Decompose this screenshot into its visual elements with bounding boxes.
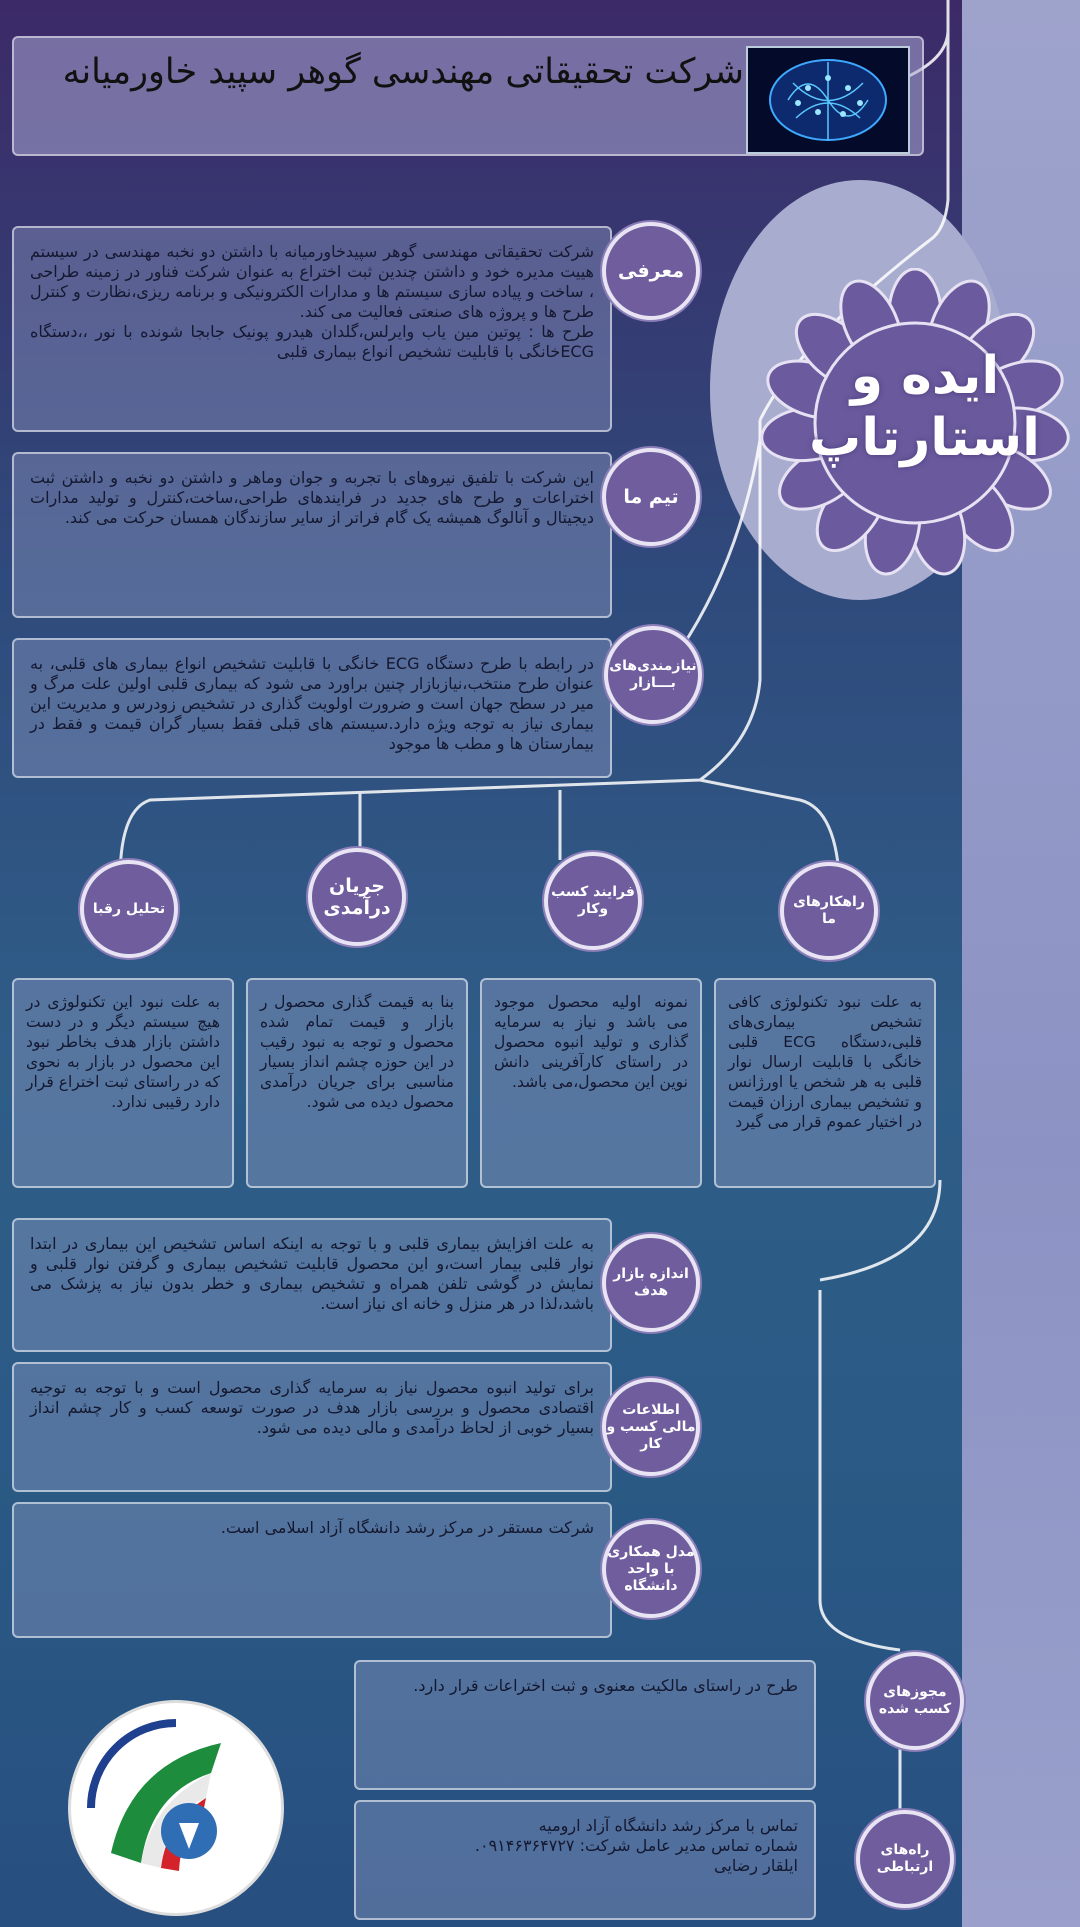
solutions-panel [714, 978, 936, 1188]
team-badge: تیم ما [602, 448, 700, 546]
business-process-badge: فرایند کسب وکار [544, 852, 642, 950]
target-market-badge: اندازه بازار هدف [602, 1234, 700, 1332]
market-needs-panel [12, 638, 612, 778]
university-panel [12, 1502, 612, 1638]
financial-text: برای تولید انبوه محصول نیاز به سرمایه گذاری محصول است و با توجه به توجیه اقتصادی محصول و بررسی بازار هدف در صورت توسعه کسب و کار چشم انداز بسیار خوبی از لحاظ درآمدی و مالی دیده می شود. [30, 1378, 594, 1437]
hero-title [810, 345, 1040, 469]
team-panel [12, 452, 612, 618]
target-market-panel [12, 1218, 612, 1352]
contact-line-1: تماس با مرکز رشد دانشگاه آزاد ارومیه [538, 1816, 798, 1835]
licenses-panel [354, 1660, 816, 1790]
solutions-text: به علت نبود تکنولوژی کافی تشخیص بیماری‌های قلبی،دستگاه ECG قلبی خانگی با قابلیت ارسال نوار قلبی به هر شخص یا اورژانس و تشخیص بیماری ارزان قیمت در اختیار عموم قرار می گیرد [728, 993, 922, 1131]
competitors-text: به علت نبود این تکنولوژی در هیچ سیستم دیگر و در دست داشتن بازار هدف بخاطر نبود این محصول در بازار به نحوی که در راستای ثبت اختراع قرار دارد رقیبی ندارد. [26, 993, 220, 1111]
hero-line-2: استارتاپ [809, 408, 1040, 468]
market-needs-text: در رابطه با طرح دستگاه ECG خانگی با قابلیت تشخیص انواع بیماری های قلبی، به عنوان طرح منتخب،نیازبازار چنین براورد می شود که بیماری قلبی اولین علت مرگ و میر در سطح جهان است و ضرورت اولویت گذاری در تشخیص زودرس و مدیریت این بیماری نیاز به توجه ویژه دارد.سیستم های قبلی فقط بسیار گران قیمت و فقط در بیمارستان ها و مطب ها موجود [30, 654, 594, 753]
page-title: شرکت تحقیقاتی مهندسی گوهر سپید خاورمیانه [62, 52, 744, 92]
intro-projects: طرح ها : پوتین مین یاب وایرلس،گلدان هیدرو پونیک جابجا شونده با نور ،،دستگاه ECGخانگی با قابلیت تشخیص انواع بیماری قلبی [30, 322, 594, 361]
brain-network-icon [746, 46, 910, 154]
solutions-badge: راهکارهای ما [780, 862, 878, 960]
licenses-text: طرح در راستای مالکیت معنوی و ثبت اختراعات قرار دارد. [413, 1676, 798, 1695]
contact-line-3: ایلقار رضایی [714, 1856, 798, 1875]
university-badge: مدل همکاری با واحد دانشگاه [602, 1520, 700, 1618]
header-panel [12, 36, 924, 156]
revenue-panel [246, 978, 468, 1188]
revenue-badge: جریان درآمدی [308, 848, 406, 946]
contact-badge: راه‌های ارتباطی [856, 1810, 954, 1908]
financial-panel [12, 1362, 612, 1492]
contact-panel [354, 1800, 816, 1920]
intro-panel [12, 226, 612, 432]
university-anniversary-logo-icon [68, 1700, 284, 1916]
business-process-text: نمونه اولیه محصول موجود می باشد و نیاز به سرمایه گذاری و تولید انبوه محصول در راستای کارآفرینی دانش نوین این محصول،می باشد. [494, 993, 688, 1091]
university-text: شرکت مستقر در مرکز رشد دانشگاه آزاد اسلامی است. [220, 1518, 594, 1537]
business-process-panel [480, 978, 702, 1188]
competitors-panel [12, 978, 234, 1188]
licenses-badge: مجوزهای کسب شده [866, 1652, 964, 1750]
intro-badge: معرفی [602, 222, 700, 320]
market-needs-badge: نیازمندی‌های بـــازار [604, 626, 702, 724]
financial-badge: اطلاعات مالی کسب و کار [602, 1378, 700, 1476]
revenue-text: بنا به قیمت گذاری محصول ر بازار و قیمت تمام شده محصول و توجه به نبود رقیب در این حوزه چشم انداز بسیار مناسبی برای جریان درآمدی محصول دیده می شود. [260, 993, 454, 1111]
intro-text: شرکت تحقیقاتی مهندسی گوهر سپیدخاورمیانه با داشتن دو نخبه مهندسی در سیستم هییت مدیره خود و داشتن چندین ثبت اختراع به عنوان شرکت فناور در زمینه طراحی ، ساخت و پیاده سازی سیستم ها و مدارات الکترونیکی و برنامه ریزی،نظارت و کنترل طرح ها و پروژه های صنعتی فعالیت می کند. [30, 242, 594, 321]
hero-line-1: ایده و [850, 346, 1000, 406]
contact-line-2: شماره تماس مدیر عامل شرکت: ۰۹۱۴۶۳۶۴۷۲۷. [474, 1836, 798, 1855]
competitors-badge: تحلیل رقبا [80, 860, 178, 958]
team-text: این شرکت با تلفیق نیروهای با تجربه و جوان وماهر و داشتن دو نخبه و داشتن ثبت اختراعات و طرح های جدید در فرایندهای طراحی،ساخت،کنترل و تولید مدارات دیجیتال و آنالوگ همیشه یک گام فراتر از سایر سازندگان همسان حرکت می کند. [30, 468, 594, 527]
target-market-text: به علت افزایش بیماری قلبی و با توجه به اینکه اساس تشخیص این بیماری در ابتدا نوار قلبی بیمار است،و این محصول قابلیت تشخیص بیماری و گرفتن نوار قلبی و نمایش در گوشی تلفن همراه و تشخیص بیماری و خطر بدون نیاز به پزشک می باشد،لذا در هر منزل و خانه ای نیاز است. [30, 1234, 594, 1313]
